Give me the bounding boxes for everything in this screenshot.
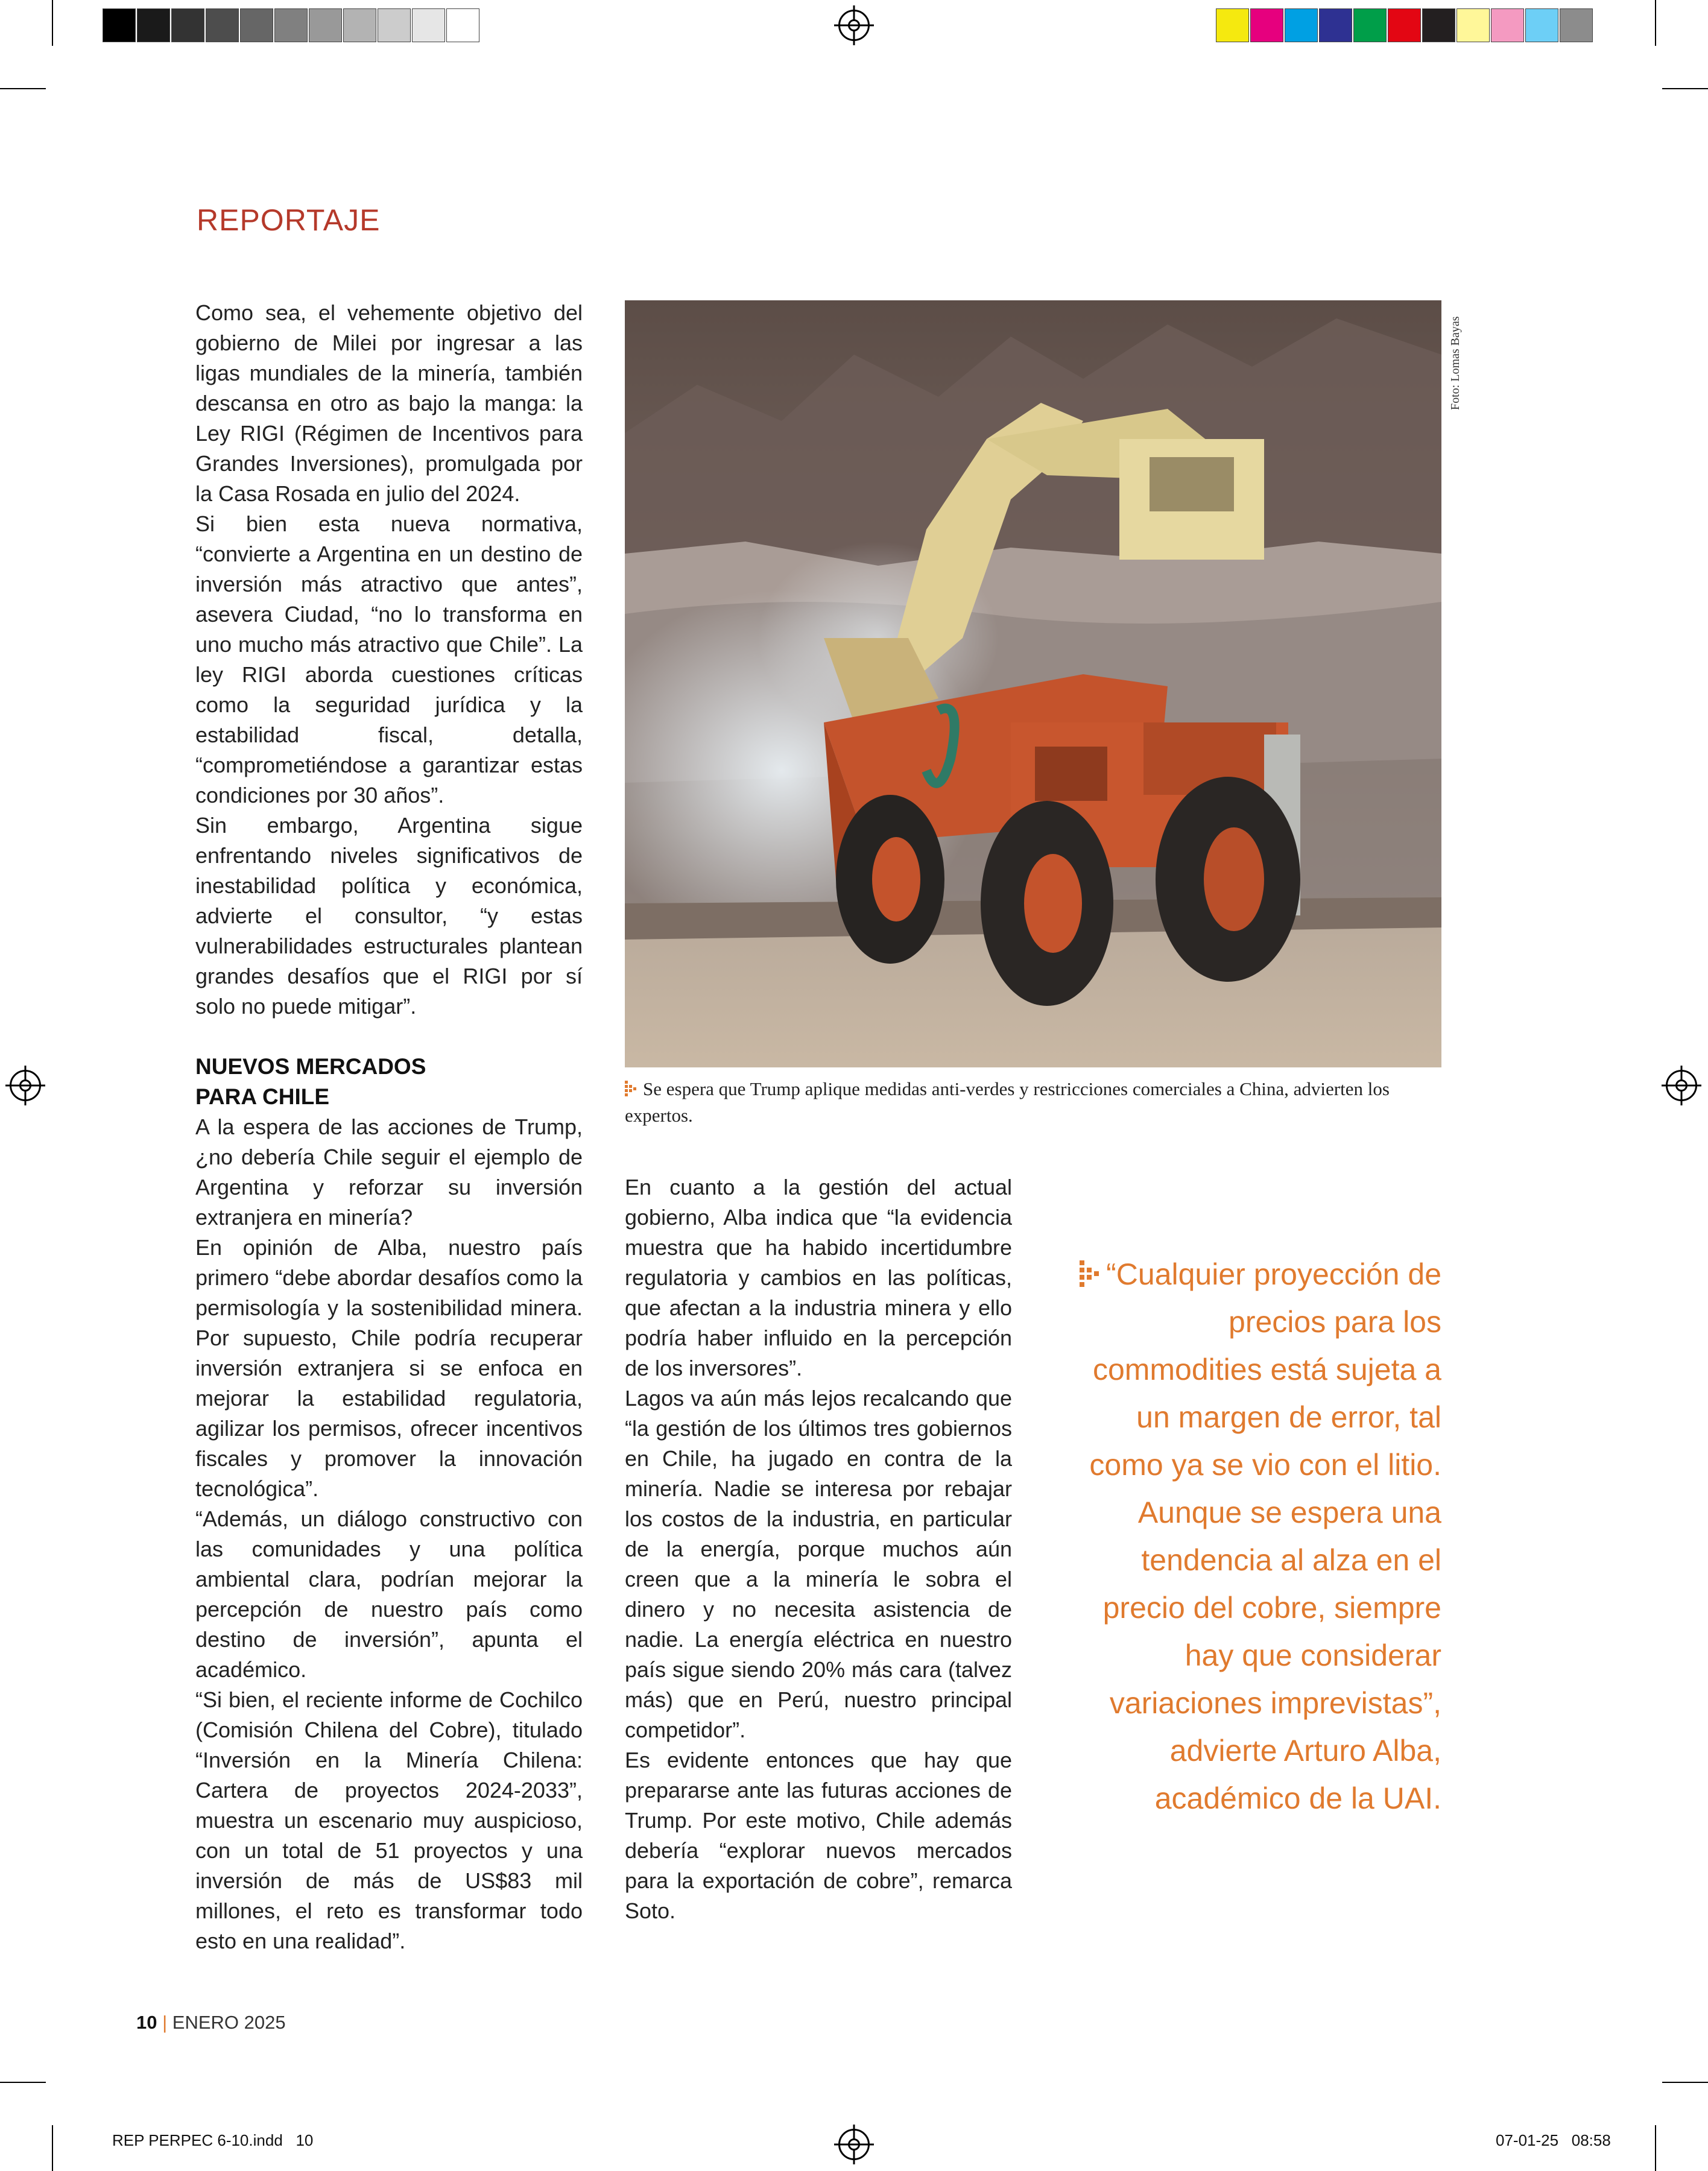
bullet-marker-icon	[625, 1077, 637, 1093]
color-swatch	[1285, 8, 1318, 42]
registration-mark-left	[10, 1070, 41, 1101]
grayscale-color-bar	[103, 8, 481, 43]
registration-mark-right	[1666, 1070, 1697, 1101]
registration-mark-bottom	[838, 2129, 870, 2160]
process-color-bar	[1216, 8, 1594, 43]
gray-swatch	[274, 8, 308, 42]
pull-quote-text: “Cualquier proyección de precios para los commodities está sujeta a un margen de error, tal como ya se vio con el litio. Aunque se espera una tendencia al alza en el precio del cobre, siempre hay que considerar variaciones imprevistas”, advierte Arturo Alba, académico de la UAI.	[1089, 1257, 1441, 1815]
gray-swatch	[446, 8, 479, 42]
body-paragraph: Lagos va aún más lejos recalcando que “la gestión de los últimos tres gobiernos en Chile, ha jugado en contra de la minería. Nadie se interesa por rebajar los costos de la industria, en particular de la energía, porque muchos aún creen que a la minería le sobra el dinero y no necesita asistencia de nadie. La energía eléctrica en nuestro país sigue siendo 20% más cara (talvez más) que en Perú, nuestro principal competidor”.	[625, 1386, 1012, 1742]
crop-mark	[0, 2082, 46, 2083]
subheading-line: PARA CHILE	[195, 1084, 329, 1109]
body-paragraph: Es evidente entonces que hay que prepararse ante las futuras acciones de Trump. Por este motivo, Chile además debería “explorar nuevos mercados para la exportación de cobre”, remarca Soto.	[625, 1748, 1012, 1923]
crop-mark	[1662, 88, 1708, 89]
crop-mark	[0, 88, 46, 89]
color-swatch	[1216, 8, 1249, 42]
print-slug-date: 07-01-25 08:58	[1496, 2131, 1611, 2149]
pull-quote	[1061, 1251, 1441, 1822]
page-folio	[136, 2012, 286, 2034]
crop-mark	[1662, 2082, 1708, 2083]
caption-text: Se espera que Trump aplique medidas anti-verdes y restricciones comerciales a China, advierten los expertos.	[625, 1078, 1390, 1126]
subheading	[195, 1052, 583, 1112]
folio-separator: |	[162, 2012, 168, 2033]
body-paragraph: A la espera de las acciones de Trump, ¿no debería Chile seguir el ejemplo de Argentina y reforzar su inversión extranjera en minería?	[195, 1114, 583, 1230]
issue-date: ENERO 2025	[172, 2012, 286, 2033]
gray-swatch	[378, 8, 411, 42]
crop-mark	[52, 0, 53, 46]
article-column-left	[195, 298, 583, 1956]
page-number: 10	[136, 2012, 157, 2033]
print-slug-file: REP PERPEC 6-10.indd 10	[112, 2131, 314, 2149]
gray-swatch	[206, 8, 239, 42]
color-swatch	[1422, 8, 1455, 42]
crop-mark	[1655, 2125, 1656, 2171]
mining-truck-photo	[625, 300, 1441, 1067]
body-paragraph: “Si bien, el reciente informe de Cochilco (Comisión Chilena del Cobre), titulado “Inversión en la Minería Chilena: Cartera de proyectos 2024-2033”, muestra un escenario muy auspicioso, con un total de 51 proyectos y una inversión de más de US$83 mil millones, el reto es transformar todo esto en una realidad”.	[195, 1687, 583, 1953]
color-swatch	[1353, 8, 1387, 42]
gray-swatch	[171, 8, 204, 42]
body-paragraph: Si bien esta nueva normativa, “convierte a Argentina en un destino de inversión más atractivo que antes”, asevera Ciudad, “no lo transforma en uno mucho más atractivo que Chile”. La ley RIGI aborda cuestiones críticas como la seguridad jurídica y la estabilidad fiscal, detalla, “comprometiéndose a garantizar estas condiciones por 30 años”.	[195, 511, 583, 807]
gray-swatch	[412, 8, 445, 42]
article-column-right	[625, 1172, 1012, 1926]
body-paragraph: “Además, un diálogo constructivo con las comunidades y una política ambiental clara, podrían mejorar la percepción de nuestro país como destino de inversión”, apunta el académico.	[195, 1506, 583, 1682]
section-label: REPORTAJE	[197, 203, 381, 237]
crop-mark	[52, 2125, 53, 2171]
body-paragraph: Sin embargo, Argentina sigue enfrentando niveles significativos de inestabilidad política y económica, advierte el consultor, “y estas vulnerabilidades estructurales plantean grandes desafíos que el RIGI por sí solo no puede mitigar”.	[195, 813, 583, 1019]
body-paragraph: Como sea, el vehemente objetivo del gobierno de Milei por ingresar a las ligas mundiales de la minería, también descansa en otro as bajo la manga: la Ley RIGI (Régimen de Incentivos para Grandes Inversiones), promulgada por la Casa Rosada en julio del 2024.	[195, 300, 583, 506]
gray-swatch	[103, 8, 136, 42]
subheading-line: NUEVOS MERCADOS	[195, 1054, 426, 1079]
color-swatch	[1319, 8, 1352, 42]
photo-credit: Foto: Lomas Bayas	[1449, 316, 1462, 410]
color-swatch	[1388, 8, 1421, 42]
gray-swatch	[343, 8, 376, 42]
color-swatch	[1491, 8, 1524, 42]
crop-mark	[1655, 0, 1656, 46]
color-swatch	[1560, 8, 1593, 42]
gray-swatch	[240, 8, 273, 42]
registration-mark-top	[838, 10, 870, 41]
quote-marker-icon	[1080, 1253, 1101, 1280]
gray-swatch	[309, 8, 342, 42]
body-paragraph: En opinión de Alba, nuestro país primero “debe abordar desafíos como la permisología y la sostenibilidad minera. Por supuesto, Chile podría recuperar inversión extranjera si se enfoca en mejorar la estabilidad regulatoria, agilizar los permisos, ofrecer incentivos fiscales y promover la innovación tecnológica”.	[195, 1235, 583, 1501]
color-swatch	[1457, 8, 1490, 42]
body-paragraph: En cuanto a la gestión del actual gobierno, Alba indica que “la evidencia muestra que ha habido incertidumbre regulatoria y cambios en las políticas, que afectan a la industria minera y ello podría haber influido en la percepción de los inversores”.	[625, 1175, 1012, 1380]
color-swatch	[1525, 8, 1558, 42]
gray-swatch	[137, 8, 170, 42]
color-swatch	[1250, 8, 1283, 42]
photo-caption	[625, 1076, 1445, 1129]
